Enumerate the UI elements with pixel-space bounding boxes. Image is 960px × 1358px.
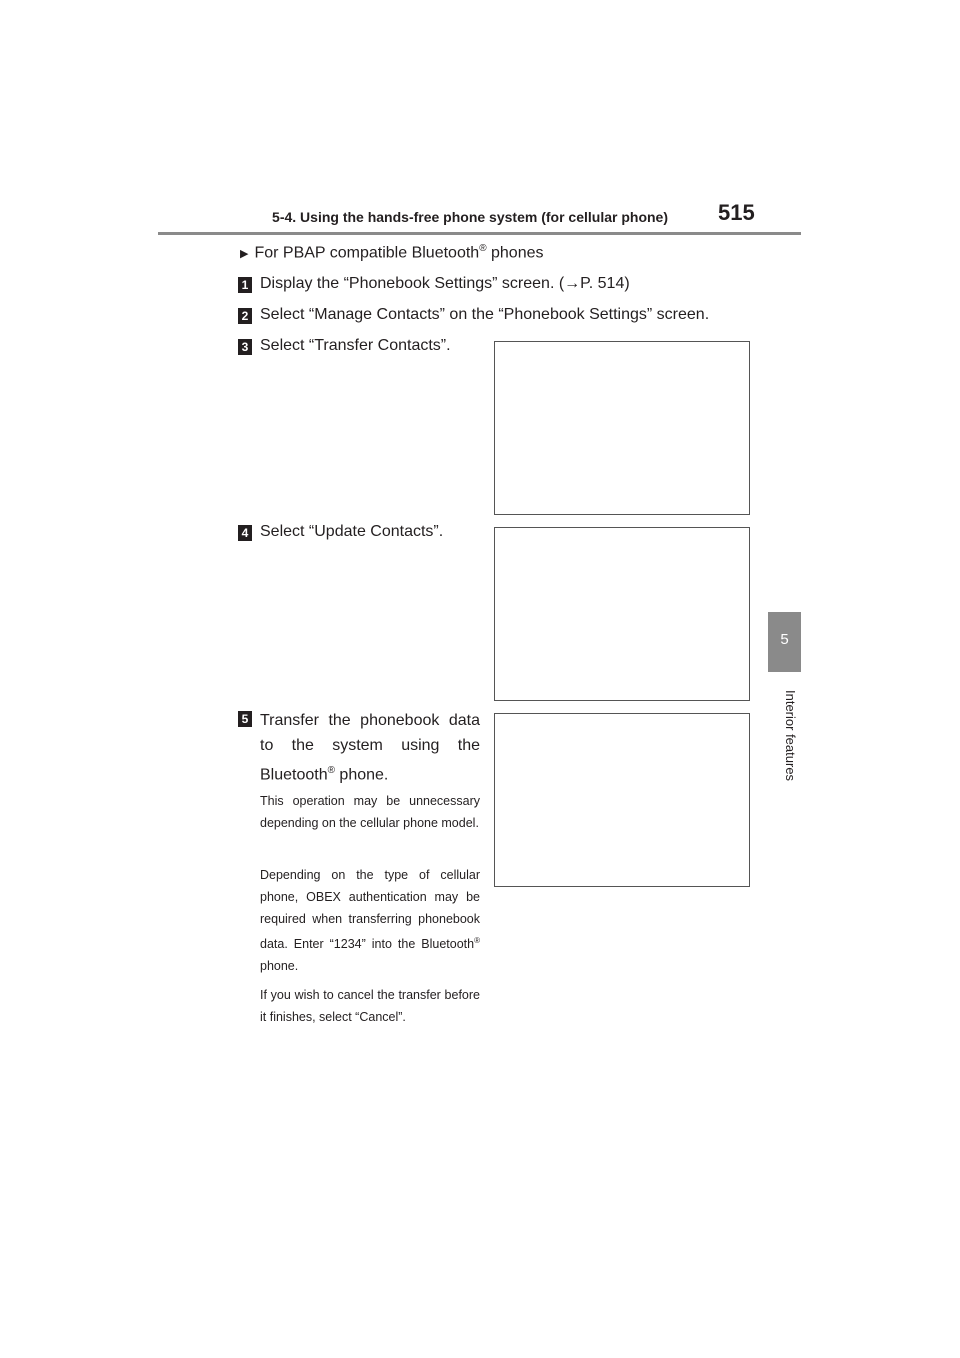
intro-text: For PBAP compatible Bluetooth: [254, 244, 480, 262]
section-title: 5-4. Using the hands-free phone system (for cellular phone): [272, 209, 668, 225]
bullet-icon: ▶: [240, 248, 249, 261]
step-number-badge: 4: [238, 525, 252, 541]
note-2-text: Depending on the type of cellular phone, OBEX authentication may be required when transferring phonebook data. Enter “1234” into the Bluetooth: [260, 868, 480, 952]
note-paragraph: If you wish to cancel the transfer before it finishes, select “Cancel”.: [260, 988, 480, 1024]
step-number-badge: 2: [238, 308, 252, 324]
step-5-text-end: phone.: [334, 766, 389, 784]
intro-text-end: phones: [486, 244, 544, 262]
intro-line: [240, 243, 544, 262]
page-number: 515: [718, 200, 755, 225]
step-number-badge: 3: [238, 339, 252, 355]
registered-mark: ®: [479, 243, 487, 254]
screen-illustration-transfer-contacts: [494, 341, 750, 515]
note-paragraph: This operation may be unnecessary depending on the cellular phone model.: [260, 794, 480, 830]
registered-mark: ®: [474, 936, 480, 945]
screen-illustration-transfer: [494, 713, 750, 887]
step-text: [260, 708, 480, 787]
step-text: Select “Transfer Contacts”.: [260, 337, 451, 354]
step-text: Select “Manage Contacts” on the “Phonebook Settings” screen.: [260, 306, 710, 323]
registered-mark: ®: [327, 765, 335, 776]
screen-illustration-update-contacts: [494, 527, 750, 701]
step-number-badge: 5: [238, 711, 252, 727]
chapter-tab: 5: [768, 612, 801, 672]
chapter-label: Interior features: [783, 690, 798, 782]
note-2-text-end: phone.: [260, 959, 299, 974]
step-text: Select “Update Contacts”.: [260, 523, 444, 540]
step-number-badge: 1: [238, 277, 252, 293]
note-paragraph: [260, 864, 480, 977]
step-text: Display the “Phonebook Settings” screen. (→P. 514): [260, 275, 630, 292]
header-rule: [158, 232, 801, 235]
step-5-text: Transfer the phonebook data to the system using the Bluetooth: [260, 712, 480, 784]
